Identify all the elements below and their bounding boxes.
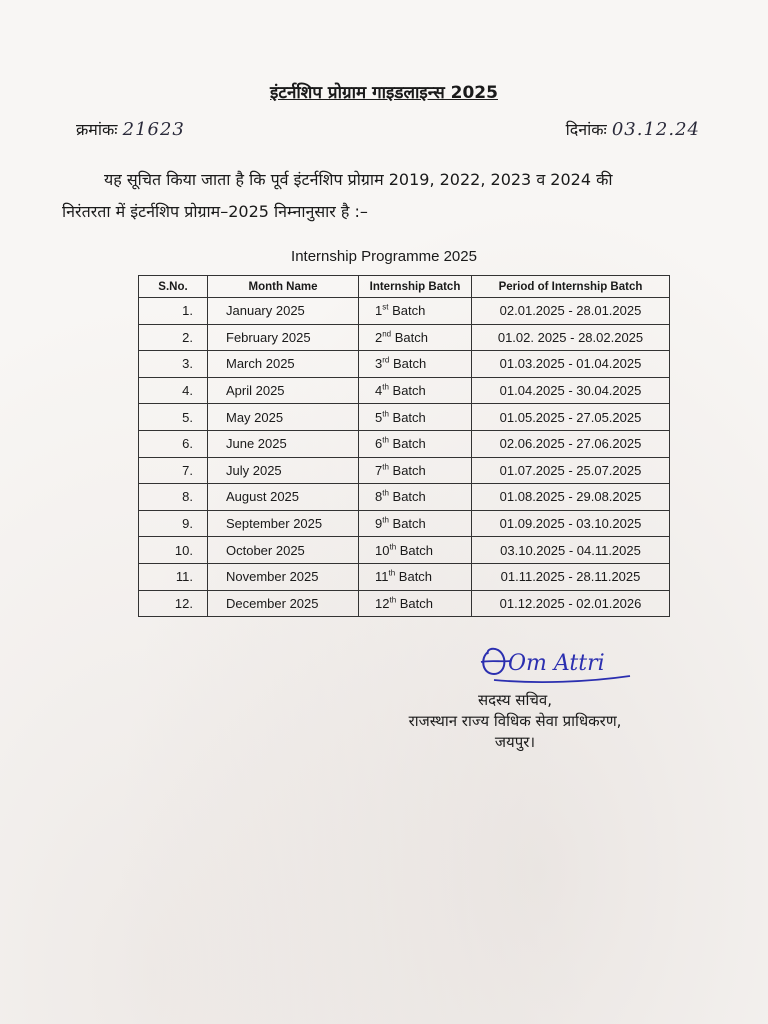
batch-number: 8 xyxy=(375,489,383,505)
row-batch xyxy=(359,484,472,511)
table-row xyxy=(139,430,670,457)
row-month: September 2025 xyxy=(208,510,359,537)
table-row xyxy=(139,510,670,537)
row-month: December 2025 xyxy=(208,590,359,617)
row-period: 01.12.2025 - 02.01.2026 xyxy=(472,590,670,617)
row-period: 01.04.2025 - 30.04.2025 xyxy=(472,377,670,404)
row-period: 01.09.2025 - 03.10.2025 xyxy=(472,510,670,537)
batch-word: Batch xyxy=(394,329,429,345)
row-sno: 9. xyxy=(139,510,208,537)
row-month: October 2025 xyxy=(208,537,359,564)
batch-ordinal-suffix: th xyxy=(382,515,389,525)
signature xyxy=(478,640,638,690)
row-batch xyxy=(359,510,472,537)
row-sno: 7. xyxy=(139,457,208,484)
row-period: 03.10.2025 - 04.11.2025 xyxy=(472,537,670,564)
row-batch xyxy=(359,377,472,404)
batch-number: 6 xyxy=(375,436,383,452)
table-row xyxy=(139,563,670,590)
row-period: 01.02. 2025 - 28.02.2025 xyxy=(472,324,670,351)
date-value: 03.12.24 xyxy=(611,119,700,140)
header-batch: Internship Batch xyxy=(359,276,472,298)
row-batch xyxy=(359,590,472,617)
batch-word: Batch xyxy=(392,489,426,505)
row-period: 01.08.2025 - 29.08.2025 xyxy=(472,484,670,511)
batch-word: Batch xyxy=(392,462,426,478)
row-period: 02.01.2025 - 28.01.2025 xyxy=(472,298,670,325)
row-month: February 2025 xyxy=(208,324,359,351)
batch-word: Batch xyxy=(399,595,434,611)
row-period: 01.03.2025 - 01.04.2025 xyxy=(472,351,670,378)
row-sno: 1. xyxy=(139,298,208,325)
row-period: 01.11.2025 - 28.11.2025 xyxy=(472,563,670,590)
batch-word: Batch xyxy=(392,356,427,372)
row-period: 01.05.2025 - 27.05.2025 xyxy=(472,404,670,431)
header-period: Period of Internship Batch xyxy=(472,276,670,298)
document-title: इंटर्नशिप प्रोग्राम गाइडलाइन्स 2025 xyxy=(270,83,498,103)
signatory-city: जयपुर। xyxy=(494,733,536,751)
row-batch xyxy=(359,404,472,431)
batch-ordinal-suffix: th xyxy=(382,409,389,419)
header-sno: S.No. xyxy=(139,276,208,298)
row-sno: 8. xyxy=(139,484,208,511)
batch-ordinal-suffix: rd xyxy=(382,356,390,366)
row-period: 02.06.2025 - 27.06.2025 xyxy=(472,430,670,457)
signature-text: Om Attri xyxy=(508,651,605,676)
batch-number: 2 xyxy=(375,329,383,345)
row-sno: 4. xyxy=(139,377,208,404)
table-title: Internship Programme 2025 xyxy=(291,248,477,265)
signatory-designation: सदस्य सचिव, xyxy=(477,691,553,709)
batch-ordinal-suffix: th xyxy=(382,435,389,445)
table-row xyxy=(139,324,670,351)
batch-number: 4 xyxy=(375,383,383,399)
batch-number: 5 xyxy=(375,409,383,425)
table-row xyxy=(139,404,670,431)
batch-word: Batch xyxy=(392,516,426,532)
batch-ordinal-suffix: th xyxy=(389,595,397,605)
batch-number: 12 xyxy=(375,595,390,611)
batch-word: Batch xyxy=(398,569,433,585)
batch-ordinal-suffix: nd xyxy=(382,329,392,339)
batch-ordinal-suffix: st xyxy=(382,302,389,312)
row-batch xyxy=(359,537,472,564)
batch-word: Batch xyxy=(392,303,426,319)
ref-label: क्रमांकः xyxy=(76,120,118,139)
batch-ordinal-suffix: th xyxy=(382,489,389,499)
table-row xyxy=(139,351,670,378)
document-date xyxy=(566,118,700,140)
table-row xyxy=(139,377,670,404)
row-sno: 2. xyxy=(139,324,208,351)
signatory-organisation: राजस्थान राज्य विधिक सेवा प्राधिकरण, xyxy=(408,712,622,730)
table-row xyxy=(139,484,670,511)
row-month: January 2025 xyxy=(208,298,359,325)
row-month: July 2025 xyxy=(208,457,359,484)
row-sno: 10. xyxy=(139,537,208,564)
table-row xyxy=(139,590,670,617)
row-sno: 5. xyxy=(139,404,208,431)
intro-paragraph xyxy=(62,164,692,228)
table-row xyxy=(139,537,670,564)
batch-word: Batch xyxy=(399,542,434,558)
row-batch xyxy=(359,457,472,484)
row-month: April 2025 xyxy=(208,377,359,404)
batch-number: 7 xyxy=(375,462,383,478)
batch-ordinal-suffix: th xyxy=(389,542,397,552)
row-batch xyxy=(359,430,472,457)
reference-number xyxy=(76,118,185,140)
row-batch xyxy=(359,324,472,351)
intro-line-1: यह सूचित किया जाता है कि पूर्व इंटर्नशिप प्रोग्राम 2019, 2022, 2023 व 2024 की xyxy=(104,170,613,189)
ref-value: 21623 xyxy=(122,119,185,140)
row-sno: 11. xyxy=(139,563,208,590)
batch-ordinal-suffix: th xyxy=(382,462,389,472)
batch-word: Batch xyxy=(392,409,426,425)
row-month: August 2025 xyxy=(208,484,359,511)
table-row xyxy=(139,298,670,325)
row-batch xyxy=(359,563,472,590)
batch-ordinal-suffix: th xyxy=(382,382,389,392)
row-batch xyxy=(359,298,472,325)
batch-number: 1 xyxy=(375,303,383,319)
intro-line-2: निरंतरता में इंटर्नशिप प्रोग्राम–2025 निम्नानुसार है :– xyxy=(62,202,368,221)
row-month: May 2025 xyxy=(208,404,359,431)
row-sno: 3. xyxy=(139,351,208,378)
header-month: Month Name xyxy=(208,276,359,298)
row-month: November 2025 xyxy=(208,563,359,590)
internship-schedule-table xyxy=(138,275,670,617)
row-batch xyxy=(359,351,472,378)
row-month: June 2025 xyxy=(208,430,359,457)
batch-number: 11 xyxy=(375,569,389,585)
signature-scribble-icon xyxy=(478,640,638,686)
row-sno: 12. xyxy=(139,590,208,617)
batch-ordinal-suffix: th xyxy=(388,568,396,578)
batch-word: Batch xyxy=(392,436,426,452)
batch-word: Batch xyxy=(392,383,426,399)
row-period: 01.07.2025 - 25.07.2025 xyxy=(472,457,670,484)
row-month: March 2025 xyxy=(208,351,359,378)
signatory-block xyxy=(370,690,660,753)
table-row xyxy=(139,457,670,484)
batch-number: 9 xyxy=(375,516,383,532)
row-sno: 6. xyxy=(139,430,208,457)
date-label: दिनांकः xyxy=(565,120,607,139)
table-header-row xyxy=(139,276,670,298)
batch-number: 10 xyxy=(375,542,390,558)
batch-number: 3 xyxy=(375,356,383,372)
